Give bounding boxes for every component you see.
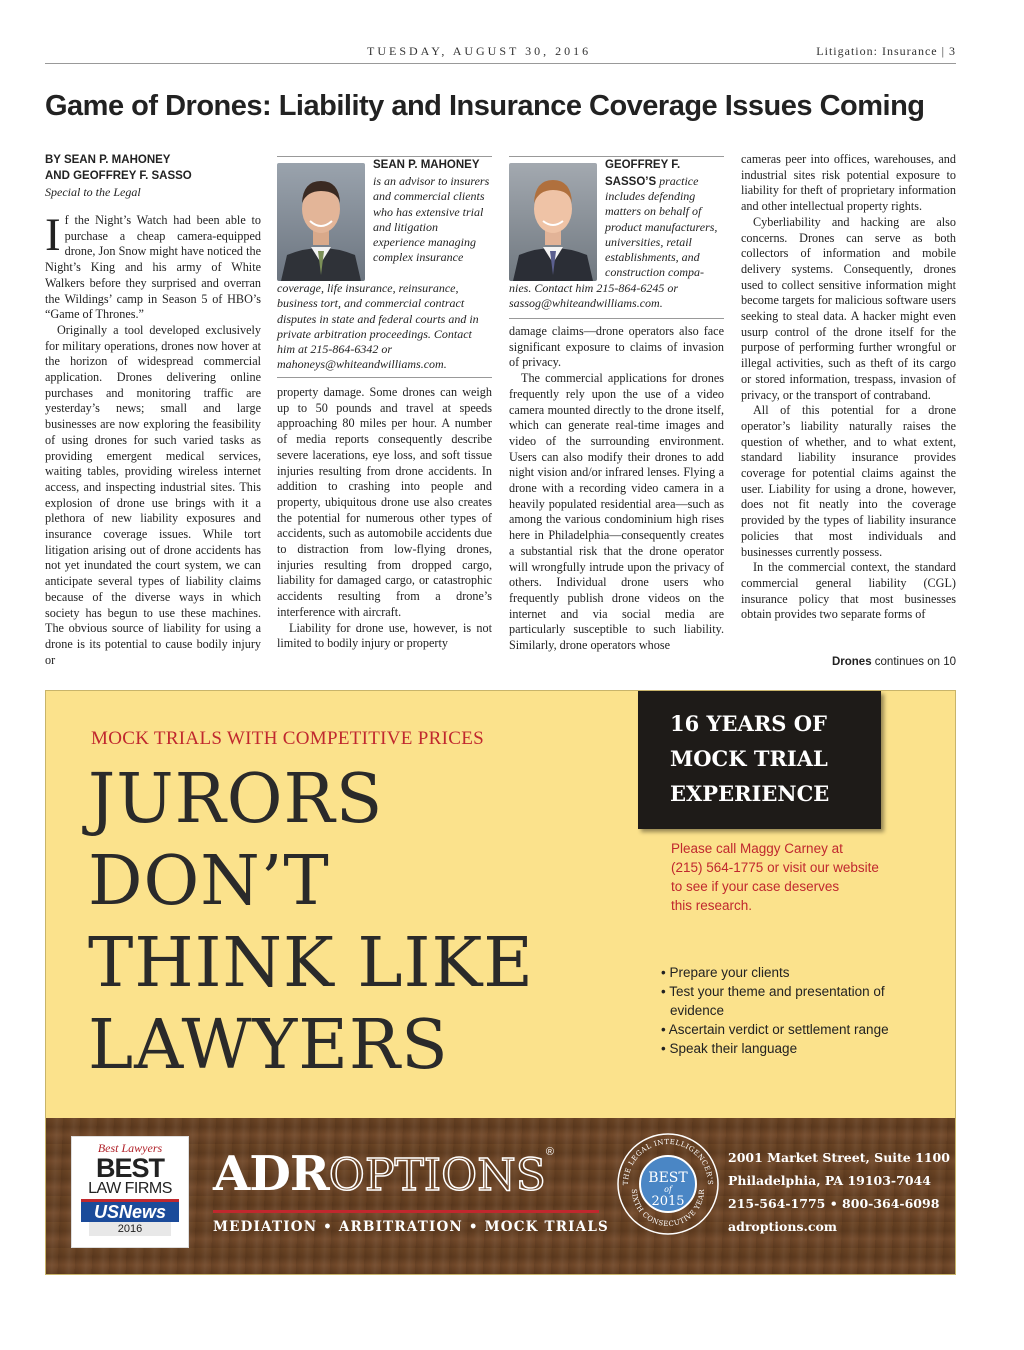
ad-footer-band	[46, 1118, 956, 1275]
ad-address-block	[728, 1146, 950, 1238]
ad-headline-line: LAWYERS	[88, 1006, 449, 1085]
ad-benefits-list	[661, 963, 910, 1058]
bio-text-sasso-bottom: nies. Contact him 215-864-6245 or sassog@whiteandwilliams.com.	[509, 281, 678, 311]
experience-line: 16 YEARS OF	[670, 711, 827, 736]
bio-divider-bottom	[277, 377, 492, 378]
article-column-4	[741, 152, 956, 623]
best-of-seal	[614, 1130, 722, 1238]
advertisement[interactable]	[45, 690, 956, 1275]
author-photo-sasso	[509, 163, 597, 281]
best-law-firms-badge: Best Lawyers BEST LAW FIRMS USNews 2016	[71, 1136, 189, 1248]
article-paragraph: Originally a tool developed exclusively for military operations, drones now hover at the horizon of widespread commercial application. Drones delivering online purchases and monitoring traffic are yesterday’s news; small and large businesses are now exploring the feasibility of using drones for such varied tasks as providing emergent medical services, waiting tables, providing wireless internet access, and inspecting industrial sites. This explosion of drone use brings with it a plethora of new liability exposures and insurance coverage issues. While tort litigation arising out of drone accidents has not yet inundated the court system, we can anticipate several types of liability claims because of the diverse ways in which society has begun to use these machines. The obvious source of liability for using a drone is its potential to cause bodily injury or	[45, 322, 261, 667]
article-paragraph: damage claims—drone operators also face significant exposure to claims of invasion of privacy.	[509, 324, 724, 370]
article-column-3	[509, 324, 724, 654]
list-item: • Ascertain verdict or settlement range	[661, 1022, 889, 1037]
byline	[45, 152, 192, 184]
section-page-label: Litigation: Insurance | 3	[816, 44, 956, 58]
address-line: 2001 Market Street, Suite 1100	[728, 1150, 950, 1165]
svg-text:of: of	[664, 1185, 672, 1194]
ad-headline-line: JURORS	[88, 760, 384, 839]
continues-jump-line[interactable]: Drones continues on 10	[831, 656, 956, 668]
ad-headline-line: THINK LIKE	[88, 924, 534, 1003]
bio-name-mahoney: SEAN P. MAHONEY	[373, 159, 480, 171]
adr-options-logo: ADROPTIONS®	[213, 1146, 554, 1202]
issue-date: TUESDAY, AUGUST 30, 2016	[367, 44, 592, 58]
experience-line: EXPERIENCE	[670, 781, 830, 806]
article-paragraph: cameras peer into offices, warehouses, and industrial sites risk potential exposure to liability for theft of proprietary information and other intellectual property rights.	[741, 152, 956, 214]
list-item: • Speak their language	[661, 1041, 798, 1056]
drop-cap: I	[45, 209, 61, 261]
bio-name-sasso: GEOFFREY F. SASSO’S practice	[605, 159, 699, 188]
svg-text:BEST: BEST	[648, 1170, 688, 1186]
article-column-2	[277, 385, 492, 652]
experience-line: MOCK TRIAL	[670, 746, 828, 771]
article-column-1	[45, 209, 261, 668]
byline-subtitle: Special to the Legal	[45, 185, 141, 199]
article-paragraph: In the commercial context, the standard commercial general liability (CGL) insurance policy that most businesses obtain provides two separate forms of	[741, 560, 956, 622]
article-headline: Game of Drones: Liability and Insurance Coverage Issues Coming	[45, 90, 925, 122]
list-item: • Test your theme and presentation of evidence	[661, 984, 885, 1018]
article-paragraph: Cyberliability and hacking are also concerns. Drones can serve as both collectors of information and mobile delivery systems. Consequently, drones used to collect sensitive information might become targets for malicious software users seeking to steal data. A hacker might even usurp control of the drone itself for the purpose of performing further wrongful or illegal activities, such as theft of its cargo or stored information, trespass, invasion of privacy, or the transport of contraband.	[741, 214, 956, 402]
ad-headline	[88, 759, 534, 1087]
article-paragraph: property damage. Some drones can weigh up to 50 pounds and travel at speeds approaching 80 miles per hour. A number of media reports consequently describe severe lacerations, eye loss, and soft tissue injuries resulting from drone accidents. In addition to crashing into people and property, ubiquitous drone use also creates the potential for numerous other types of accidents, such as automobile accidents due to distraction from low-flying drones, injuries resulting from dropped cargo, liability for damaged cargo, or catastrophic accidents resulting from a drone’s interference with aircraft.	[277, 385, 492, 619]
article-paragraph: If the Night’s Watch had been able to purchase a cheap camera-equipped drone, Jon Snow might have noticed the Night’s King and his army of White Walkers before they surprised and overran the Wildings’ camp in Season 5 of HBO’s “Game of Thrones.”	[45, 209, 261, 322]
services-line: MEDIATION • ARBITRATION • MOCK TRIALS	[213, 1219, 609, 1235]
ad-tagline: MOCK TRIALS WITH COMPETITIVE PRICES	[91, 728, 484, 749]
bio-divider-bottom	[509, 318, 724, 319]
byline-author-1: BY SEAN P. MAHONEY	[45, 154, 171, 166]
svg-text:SIXTH CONSECUTIVE YEAR: SIXTH CONSECUTIVE YEAR	[629, 1188, 707, 1229]
article-paragraph: Liability for drone use, however, is not limited to bodily injury or property	[277, 620, 492, 651]
address-line: Philadelphia, PA 19103-7044	[728, 1173, 931, 1188]
bio-text-sasso-top: includes defending matters on behalf of product manufacturers, universities, retail establishments, and construction compa-	[605, 189, 718, 280]
website-link[interactable]: adroptions.com	[728, 1219, 838, 1234]
experience-box	[638, 691, 881, 829]
author-photo-mahoney	[277, 163, 365, 281]
ad-contact-callout: Please call Maggy Carney at (215) 564-1775 or visit our website to see if your case deserves this research.	[671, 841, 879, 913]
byline-author-2: AND GEOFFREY F. SASSO	[45, 170, 192, 182]
bio-text-mahoney-bottom: coverage, life insurance, reinsurance, business tort, and commercial contract disputes in state and federal courts and in private arbitration proceedings. Contact him at 215-864-6342 or mahoneys@whiteandwilliams.com.	[277, 281, 479, 372]
ad-headline-line: DON’T	[88, 842, 330, 921]
article-paragraph: The commercial applications for drones frequently rely upon the use of a video camera mounted directly to the drone itself, which can generate real-time images and video of the surrounding environment. Users can also modify their drones to add night vision and/or infrared lenses. Flying a drone with a recording video camera in a heavily populated residential area—such as among the various condominium high rises here in Philadelphia—consequently creates a substantial risk that the drone operator will wrongfully intrude upon the privacy of others. Individual drone users who frequently publish drone videos on the internet and via social media are particularly susceptible to such liability. Similarly, drone operators whose	[509, 371, 724, 653]
header-divider	[45, 63, 956, 64]
bio-text-mahoney-top: is an advisor to insurers and commercial clients who has extensive trial and litigation experience managing complex insurance	[373, 174, 490, 265]
list-item: • Prepare your clients	[661, 965, 790, 980]
svg-text:THE LEGAL INTELLIGENCER'S: THE LEGAL INTELLIGENCER'S	[621, 1137, 715, 1186]
phone-line: 215-564-1775 • 800-364-6098	[728, 1196, 940, 1211]
article-paragraph: All of this potential for a drone operator’s liability naturally raises the question of whether, and to what extent, standard liability insurance provides coverage for potential claims against the user. Liability for using a drone, however, does not fit neatly into the coverage provided by the types of liability insurance policies that most individuals and businesses currently possess.	[741, 403, 956, 559]
logo-underline	[213, 1210, 599, 1213]
svg-text:2015: 2015	[651, 1194, 685, 1209]
